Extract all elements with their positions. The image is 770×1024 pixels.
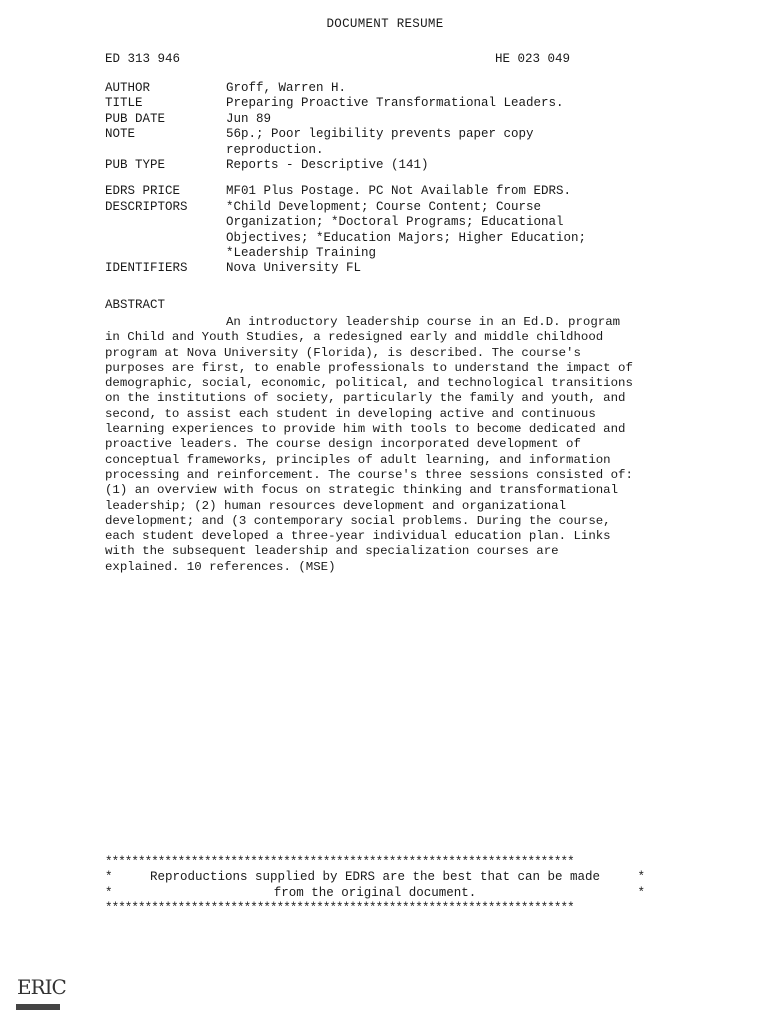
abstract-label: ABSTRACT bbox=[105, 298, 166, 312]
field-edrs-price bbox=[105, 184, 665, 199]
spacer bbox=[105, 173, 665, 184]
reproduction-notice bbox=[105, 855, 645, 917]
field-label: DESCRIPTORS bbox=[105, 199, 188, 214]
star-marker: * bbox=[637, 885, 645, 900]
field-note bbox=[105, 127, 665, 158]
field-label: PUB TYPE bbox=[105, 158, 166, 173]
notice-text-2: from the original document. bbox=[273, 885, 477, 900]
field-value: *Child Development; Course Content; Course Organization; *Doctoral Programs; Educational Objectives; *Education Majors; Higher Education; *Leadership Training bbox=[226, 199, 587, 261]
star-marker: * bbox=[105, 885, 113, 900]
notice-text-1: Reproductions supplied by EDRS are the best that can be made bbox=[149, 870, 601, 885]
field-label: IDENTIFIERS bbox=[105, 261, 188, 276]
field-value: 56p.; Poor legibility prevents paper copy reproduction. bbox=[226, 127, 534, 157]
field-label: AUTHOR bbox=[105, 81, 151, 95]
star-marker: * bbox=[105, 870, 113, 885]
ed-number: ED 313 946 bbox=[105, 52, 181, 66]
field-value: Groff, Warren H. bbox=[226, 81, 347, 95]
he-number: HE 023 049 bbox=[495, 52, 571, 66]
field-label: EDRS PRICE bbox=[105, 184, 181, 199]
field-pub-type bbox=[105, 158, 665, 173]
field-value: Nova University FL bbox=[226, 261, 362, 276]
field-value: Preparing Proactive Transformational Leaders. bbox=[226, 96, 564, 111]
field-title bbox=[105, 96, 665, 111]
field-identifiers bbox=[105, 261, 665, 276]
field-value: MF01 Plus Postage. PC Not Available from EDRS. bbox=[226, 184, 572, 199]
metadata-fields bbox=[105, 81, 665, 277]
field-label: PUB DATE bbox=[105, 111, 166, 126]
field-author bbox=[105, 81, 665, 96]
abstract-text: An introductory leadership course in an Ed.D. program in Child and Youth Studies, a redesigned early and middle childhood program at Nova University (Florida), is described. The course's purposes are first, to enable professionals to understand the impact of demographic, social, economic, political, and technological transitions on the institutions of society, particularly the family and youth, and second, to assist each student in developing active and continuous learning experiences to provide him with tools to become dedicated and proactive leaders. The course design incorporated development of conceptual frameworks, principles of adult learning, and information processing and reinforcement. The course's three sessions consisted of: (1) an overview with focus on strategic thinking and transformational leadership; (2) human resources development and organizational development; and (3 contemporary social problems. During the course, each student developed a three-year individual education plan. Links with the subsequent leadership and specialization courses are explained. 10 references. (MSE) bbox=[105, 315, 633, 574]
field-value: Jun 89 bbox=[226, 111, 272, 126]
eric-logo-text: ERIC bbox=[17, 975, 66, 999]
field-pub-date bbox=[105, 112, 665, 127]
field-descriptors bbox=[105, 200, 665, 262]
star-border-top: *********************************************************************** bbox=[105, 855, 574, 869]
document-title: DOCUMENT RESUME bbox=[326, 17, 444, 31]
field-value: Reports - Descriptive (141) bbox=[226, 158, 429, 173]
star-marker: * bbox=[637, 870, 645, 885]
star-border-bottom: *********************************************************************** bbox=[105, 901, 574, 916]
field-label: NOTE bbox=[105, 127, 136, 142]
eric-logo bbox=[14, 972, 66, 1012]
notice-line-2 bbox=[105, 886, 645, 901]
field-label: TITLE bbox=[105, 96, 143, 111]
eric-logo-bar bbox=[16, 1004, 60, 1010]
notice-line-1 bbox=[105, 870, 645, 885]
